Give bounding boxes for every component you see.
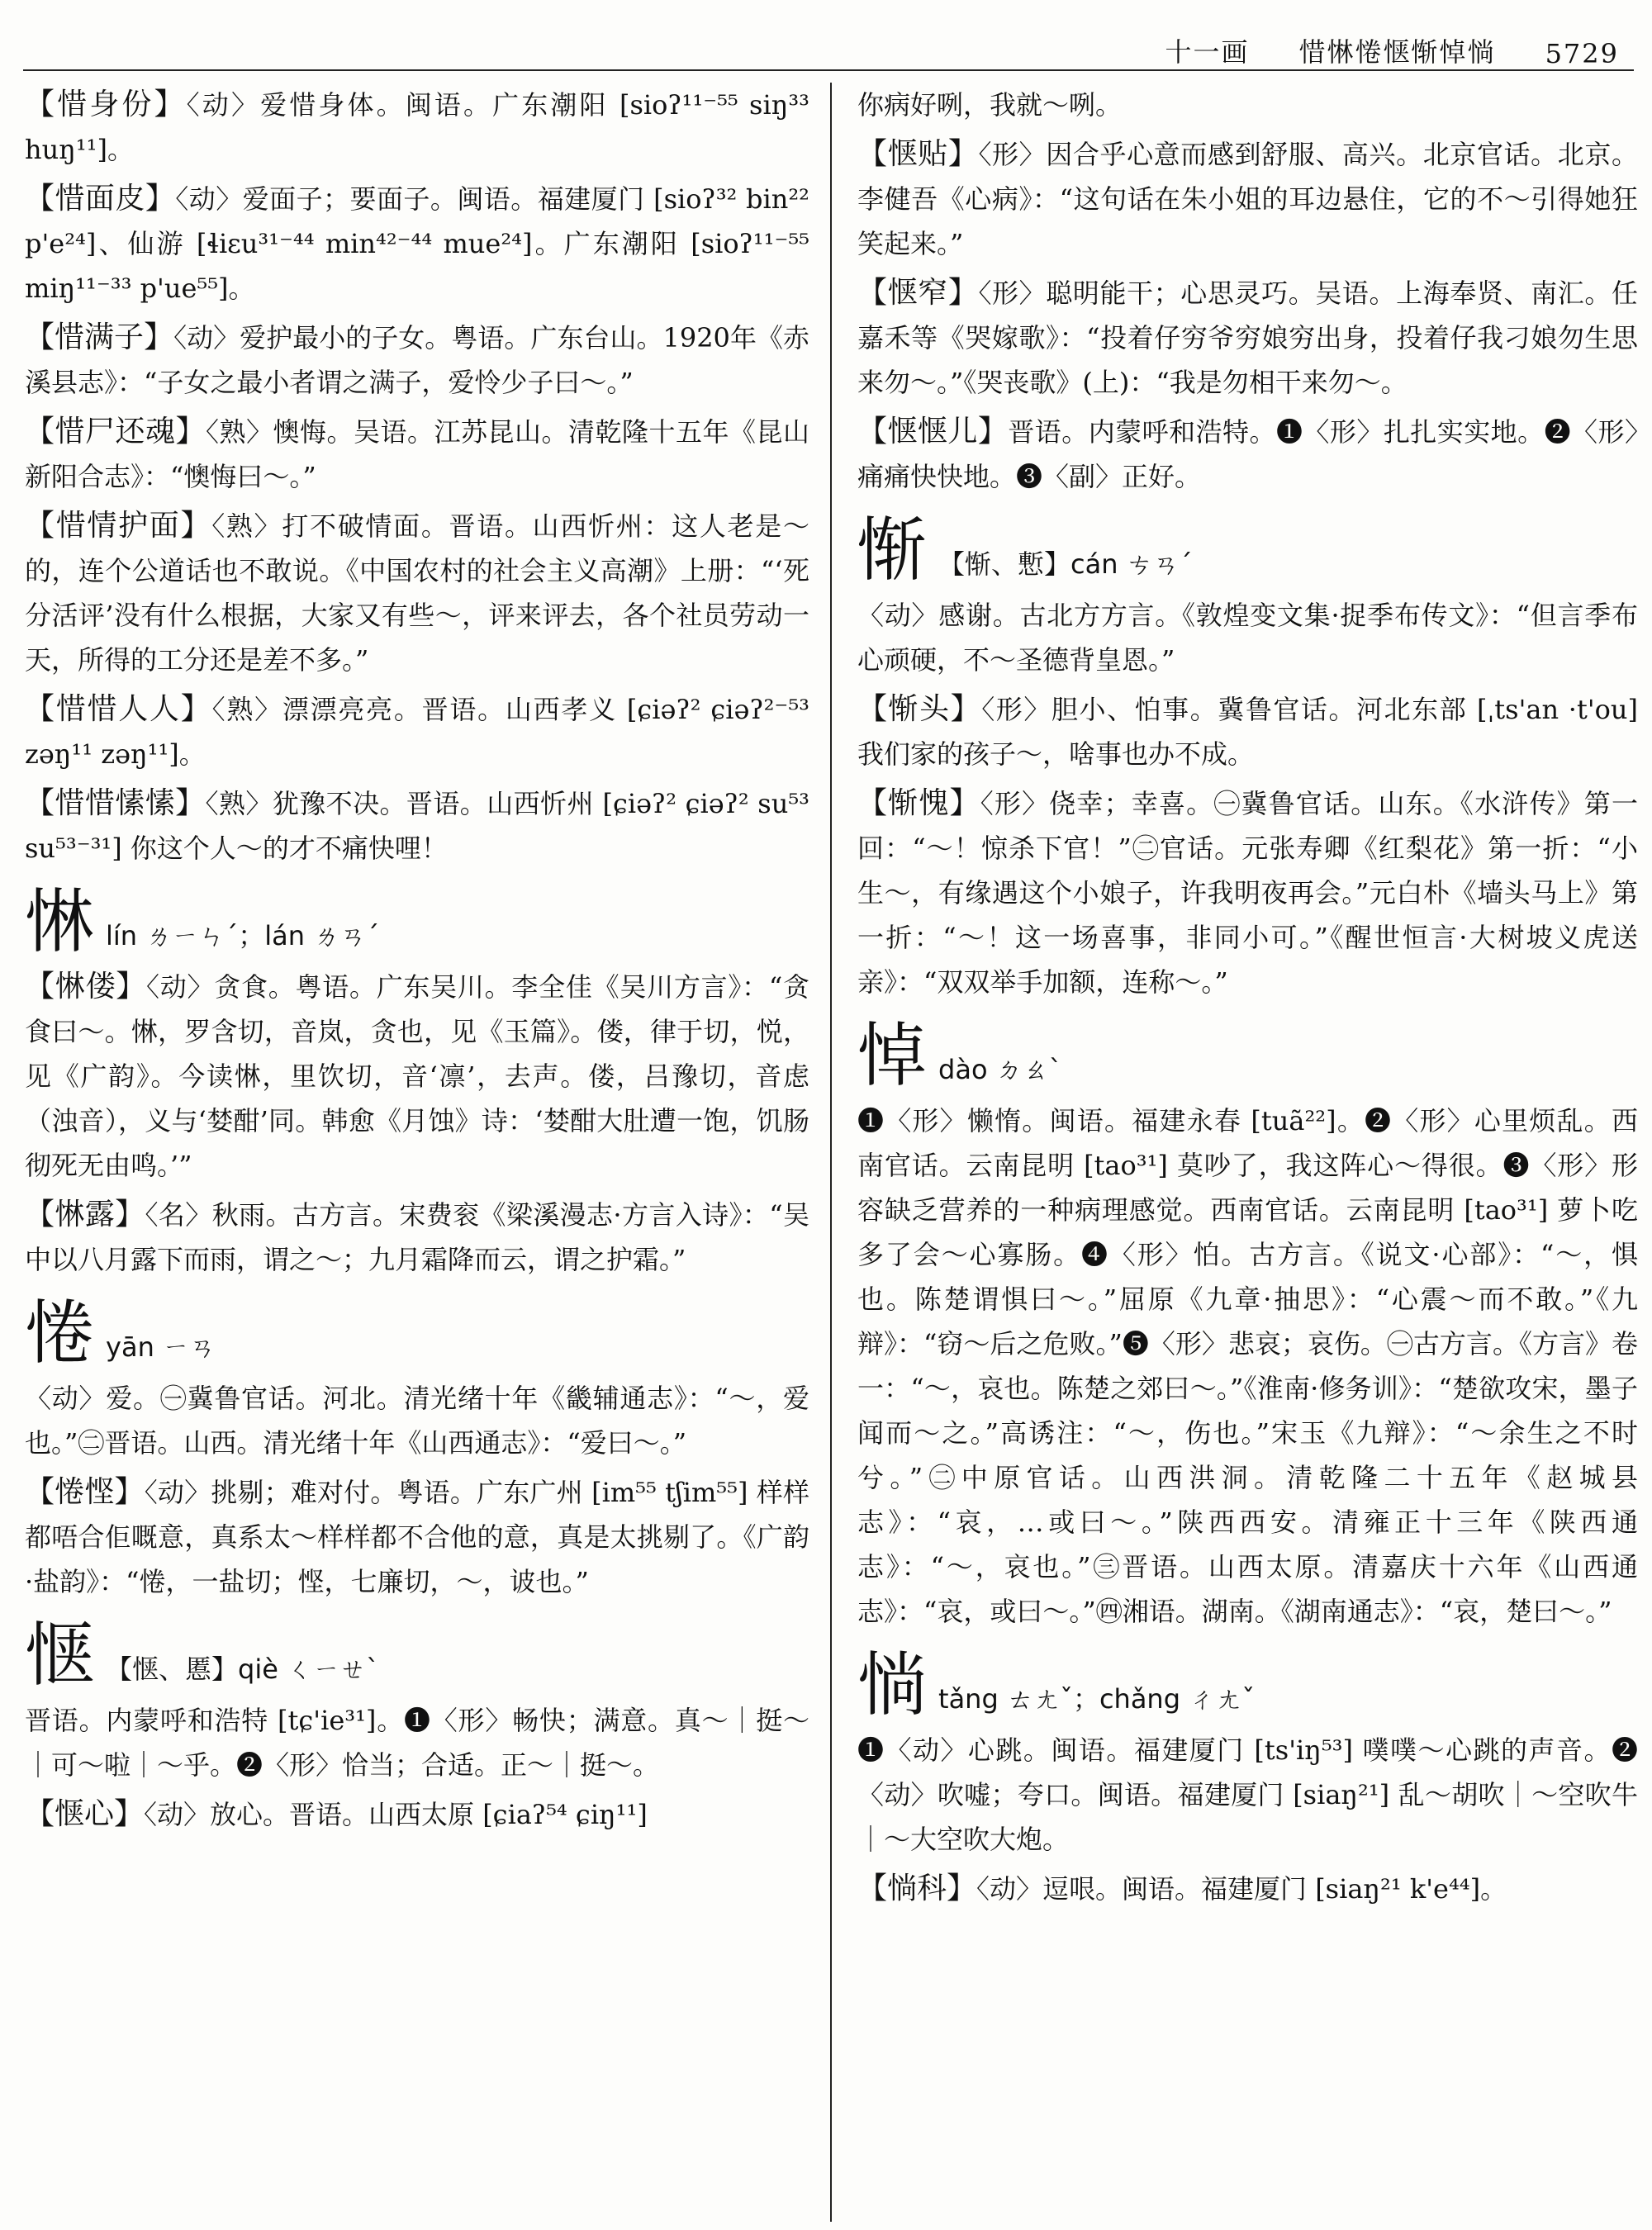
entry-definition: 〈熟〉打不破情面。晋语。山西忻州：这人老是～的，连个公道话也不敢说。《中国农村的社会主义高潮》上册：“‘死分活评’没有什么根据，大家又有些～，评来评去，各个社员劳动一天，所得的工分还是差不多。” [25,510,809,676]
dictionary-entry [25,781,809,871]
dictionary-entry [25,1792,809,1837]
definition-text: 〈动〉爱。㊀冀鲁官话。河北。清光绪十年《畿辅通志》：“～，爱也。”㊁晋语。山西。清光绪十年《山西通志》：“爱曰～。” [25,1383,809,1459]
entry-headword: 【惜惜愫愫】 [25,786,206,820]
dictionary-entry [25,965,809,1188]
dictionary-entry [857,83,1638,127]
entry-definition: 〈形〉聪明能干；心思灵巧。吴语。上海奉贤、南汇。任嘉禾等《哭嫁歌》：“投着仔穷爷穷娘穷出身，投着仔我刁娘勿生思来勿～。”《哭丧歌》(上)：“我是勿相干来勿～。 [857,278,1638,398]
page-number: 5729 [1545,38,1619,69]
entry-definition: 〈熟〉漂漂亮亮。晋语。山西孝义 [ɕiəʔ² ɕiəʔ²⁻⁵³ zəŋ¹¹ zəŋ¹¹]。 [25,694,809,770]
column-divider [830,83,832,2222]
definition-text: ❶〈形〉懒惰。闽语。福建永春 [tuã²²]。❷〈形〉心里烦乱。西南官话。云南昆明 [tao³¹] 莫吵了，我这阵心～得很。❸〈形〉形容缺乏营养的一种病理感觉。西南官话。云南昆明 [tao³¹] 萝卜吃多了会～心寡肠。❹〈形〉怕。古方言。《说文·心部》：“～，惧也。陈楚谓惧曰～。”屈原《九章·抽思》：“心震～而不敢。”《九辩》：“窃～后之危败。”❺〈形〉悲哀；哀伤。㊀古方言。《方言》卷一：“～，哀也。陈楚之郊曰～。”《淮南·修务训》：“楚欲攻宋，墨子闻而～之。”高诱注：“～，伤也。”宋玉《九辩》：“～余生之不时兮。”㊁中原官话。山西洪洞。清乾隆二十五年《赵城县志》：“哀，…或曰～。”陕西西安。清雍正十三年《陕西通志》：“～，哀也。”㊂晋语。山西太原。清嘉庆十六年《山西通志》：“哀，或曰～。”㊃湘语。湖南。《湖南通志》：“哀，楚曰～。” [857,1105,1638,1627]
head-character: 悼 [857,1015,928,1096]
character-heading [857,1645,1638,1725]
entry-headword: 【惜身份】 [25,88,187,121]
head-character: 惓 [25,1293,95,1374]
pronunciation: yān ㄧㄢ [106,1331,216,1363]
dictionary-entry [857,410,1638,499]
entry-headword: 【惜情护面】 [25,509,212,543]
entry-definition: 〈动〉贪食。粤语。广东吴川。李全佳《吴川方言》：“贪食曰～。惏，罗含切，音岚，贪也，见《玉篇》。偻，律于切，悦，见《广韵》。今读惏，里饮切，音‘凛’，去声。偻，吕豫切，音虑（浊音），义与‘婪酣’同。韩愈《月蚀》诗：‘婪酣大肚遭一饱，饥肠彻死无由鸣。’” [25,971,809,1181]
entry-definition: 〈动〉放心。晋语。山西太原 [ɕiaʔ⁵⁴ ɕiŋ¹¹] [144,1799,648,1830]
entry-definition: 〈形〉胆小、怕事。冀鲁官话。河北东部 [ˌts'an ·t'ou] 我们家的孩子～，啥事也办不成。 [857,694,1638,770]
character-entry [25,1616,809,1787]
dictionary-entry [25,1193,809,1282]
entry-headword: 【惓悭】 [25,1475,145,1509]
dictionary-entry [25,177,809,311]
header-chars: 惜惏惓惬惭悼惝 [1298,36,1496,68]
entry-headword: 【惝科】 [857,1872,977,1905]
head-character: 惏 [25,881,95,962]
dictionary-entry [25,504,809,682]
entry-headword: 【惭愧】 [857,786,980,820]
entry-headword: 【惬惬儿】 [857,415,1009,448]
entry-definition: 〈名〉秋雨。古方言。宋费衮《梁溪漫志·方言入诗》：“吴中以八月露下而雨，谓之～；九月霜降而云，谓之护霜。” [25,1199,809,1275]
entry-headword: 【惏露】 [25,1198,145,1231]
pronunciation: dào ㄉㄠˋ [938,1054,1062,1085]
entry-definition: 〈动〉挑剔；难对付。粤语。广东广州 [im⁵⁵ tʃim⁵⁵] 样样都唔合佢嘅意，真系太～样样都不合他的意，真是太挑剔了。《广韵·盐韵》：“惓，一盐切；悭，七廉切，～，诐也。” [25,1477,809,1597]
definition-text: ❶〈动〉心跳。闽语。福建厦门 [ts'iŋ⁵³] 噗噗～心跳的声音。❷〈动〉吹嘘；夸口。闽语。福建厦门 [siaŋ²¹] 乱～胡吹｜～空吹牛｜～大空吹大炮。 [857,1734,1638,1855]
head-character: 惬 [25,1615,95,1696]
head-character: 惭 [857,510,928,591]
character-entry [25,1293,809,1465]
character-entry [857,1645,1638,1862]
pronunciation: 【惭、慙】cán ㄘㄢˊ [938,548,1193,580]
character-heading [25,1616,809,1695]
dictionary-entry [25,687,809,776]
entry-definition: 〈动〉爱护最小的子女。粤语。广东台山。1920年《赤溪县志》：“子女之最小者谓之满子，爱怜少子曰～。” [25,322,809,398]
character-heading [25,1293,809,1373]
definition-text: 晋语。内蒙呼和浩特 [tɕ'ie³¹]。❶〈形〉畅快；满意。真～｜挺～｜可～啦｜～乎。❷〈形〉恰当；合适。正～｜挺～。 [25,1705,809,1781]
dictionary-entry [25,83,809,172]
pronunciation: lín ㄌㄧㄣˊ；lán ㄌㄢˊ [106,920,380,951]
pronunciation: 【惬、慝】qiè ㄑㄧㄝˋ [106,1654,380,1685]
dictionary-entry [857,271,1638,405]
right-column [857,83,1638,1916]
header-rule [23,69,1634,71]
entry-headword: 【惜面皮】 [25,182,176,216]
entry-definition: 〈熟〉犹豫不决。晋语。山西忻州 [ɕiəʔ² ɕiəʔ² su⁵³ su⁵³⁻³¹] 你这个人～的才不痛快哩！ [25,788,809,864]
entry-headword: 【惏偻】 [25,970,146,1004]
character-heading [857,1016,1638,1095]
definition-text: 〈动〉感谢。古北方方言。《敦煌变文集·捉季布传文》：“但言季布心顽硬，不～圣德背皇恩。” [857,600,1638,676]
dictionary-entry [857,687,1638,776]
entry-headword: 【惜惜人人】 [25,692,212,726]
page-header [826,12,1619,69]
entry-definition: 〈熟〉懊悔。吴语。江苏昆山。清乾隆十五年《昆山新阳合志》：“懊悔曰～。” [25,416,809,492]
head-character: 惝 [857,1644,928,1725]
entry-definition: 〈形〉侥幸；幸喜。㊀冀鲁官话。山东。《水浒传》第一回：“～！惊杀下官！”㊁官话。元张寿卿《红梨花》第一折：“小生～，有缘遇这个小娘子，许我明夜再会。”元白朴《墙头马上》第一折：“～！这一场喜事，非同小可。”《醒世恒言·大树坡义虎送亲》：“双双举手加额，连称～。” [857,788,1638,998]
entry-headword: 【惬贴】 [857,137,979,171]
left-column [25,83,809,1842]
entry-definition: 你病好咧，我就～咧。 [857,89,1123,121]
pronunciation: tǎng ㄊㄤˇ；chǎng ㄔㄤˇ [938,1683,1256,1715]
dictionary-entry [857,781,1638,1004]
character-entry [25,882,809,961]
dictionary-entry [857,1867,1638,1911]
dictionary-entry [25,410,809,499]
entry-definition: 〈动〉爱惜身体。闽语。广东潮阳 [sioʔ¹¹⁻⁵⁵ siŋ³³ huŋ¹¹]。 [25,89,809,165]
entry-headword: 【惜满子】 [25,320,174,354]
character-heading [25,882,809,961]
character-entry [857,510,1638,682]
entry-headword: 【惭头】 [857,692,982,726]
entry-definition: 〈动〉逗哏。闽语。福建厦门 [siaŋ²¹ k'e⁴⁴]。 [976,1873,1507,1905]
entry-definition: 〈动〉爱面子；要面子。闽语。福建厦门 [sioʔ³² bin²² p'e²⁴]、仙游 [ɬiɛu³¹⁻⁴⁴ min⁴²⁻⁴⁴ mue²⁴]。广东潮阳 [sioʔ¹¹⁻⁵⁵ miŋ¹¹⁻³³ p'ue⁵⁵]。 [25,183,809,304]
character-heading [857,510,1638,590]
dictionary-entry [857,132,1638,266]
entry-definition: 〈形〉因合乎心意而感到舒服、高兴。北京官话。北京。李健吾《心病》：“这句话在朱小姐的耳边悬住，它的不～引得她狂笑起来。” [857,139,1638,259]
entry-headword: 【惬窄】 [857,276,979,310]
dictionary-entry [25,316,809,405]
entry-headword: 【惬心】 [25,1797,145,1831]
dictionary-entry [25,1470,809,1604]
entry-headword: 【惜尸还魂】 [25,415,206,448]
character-entry [857,1016,1638,1634]
entry-definition: 晋语。内蒙呼和浩特。❶〈形〉扎扎实实地。❷〈形〉痛痛快快地。❸〈副〉正好。 [857,416,1638,492]
section-label: 十一画 [1165,36,1250,68]
